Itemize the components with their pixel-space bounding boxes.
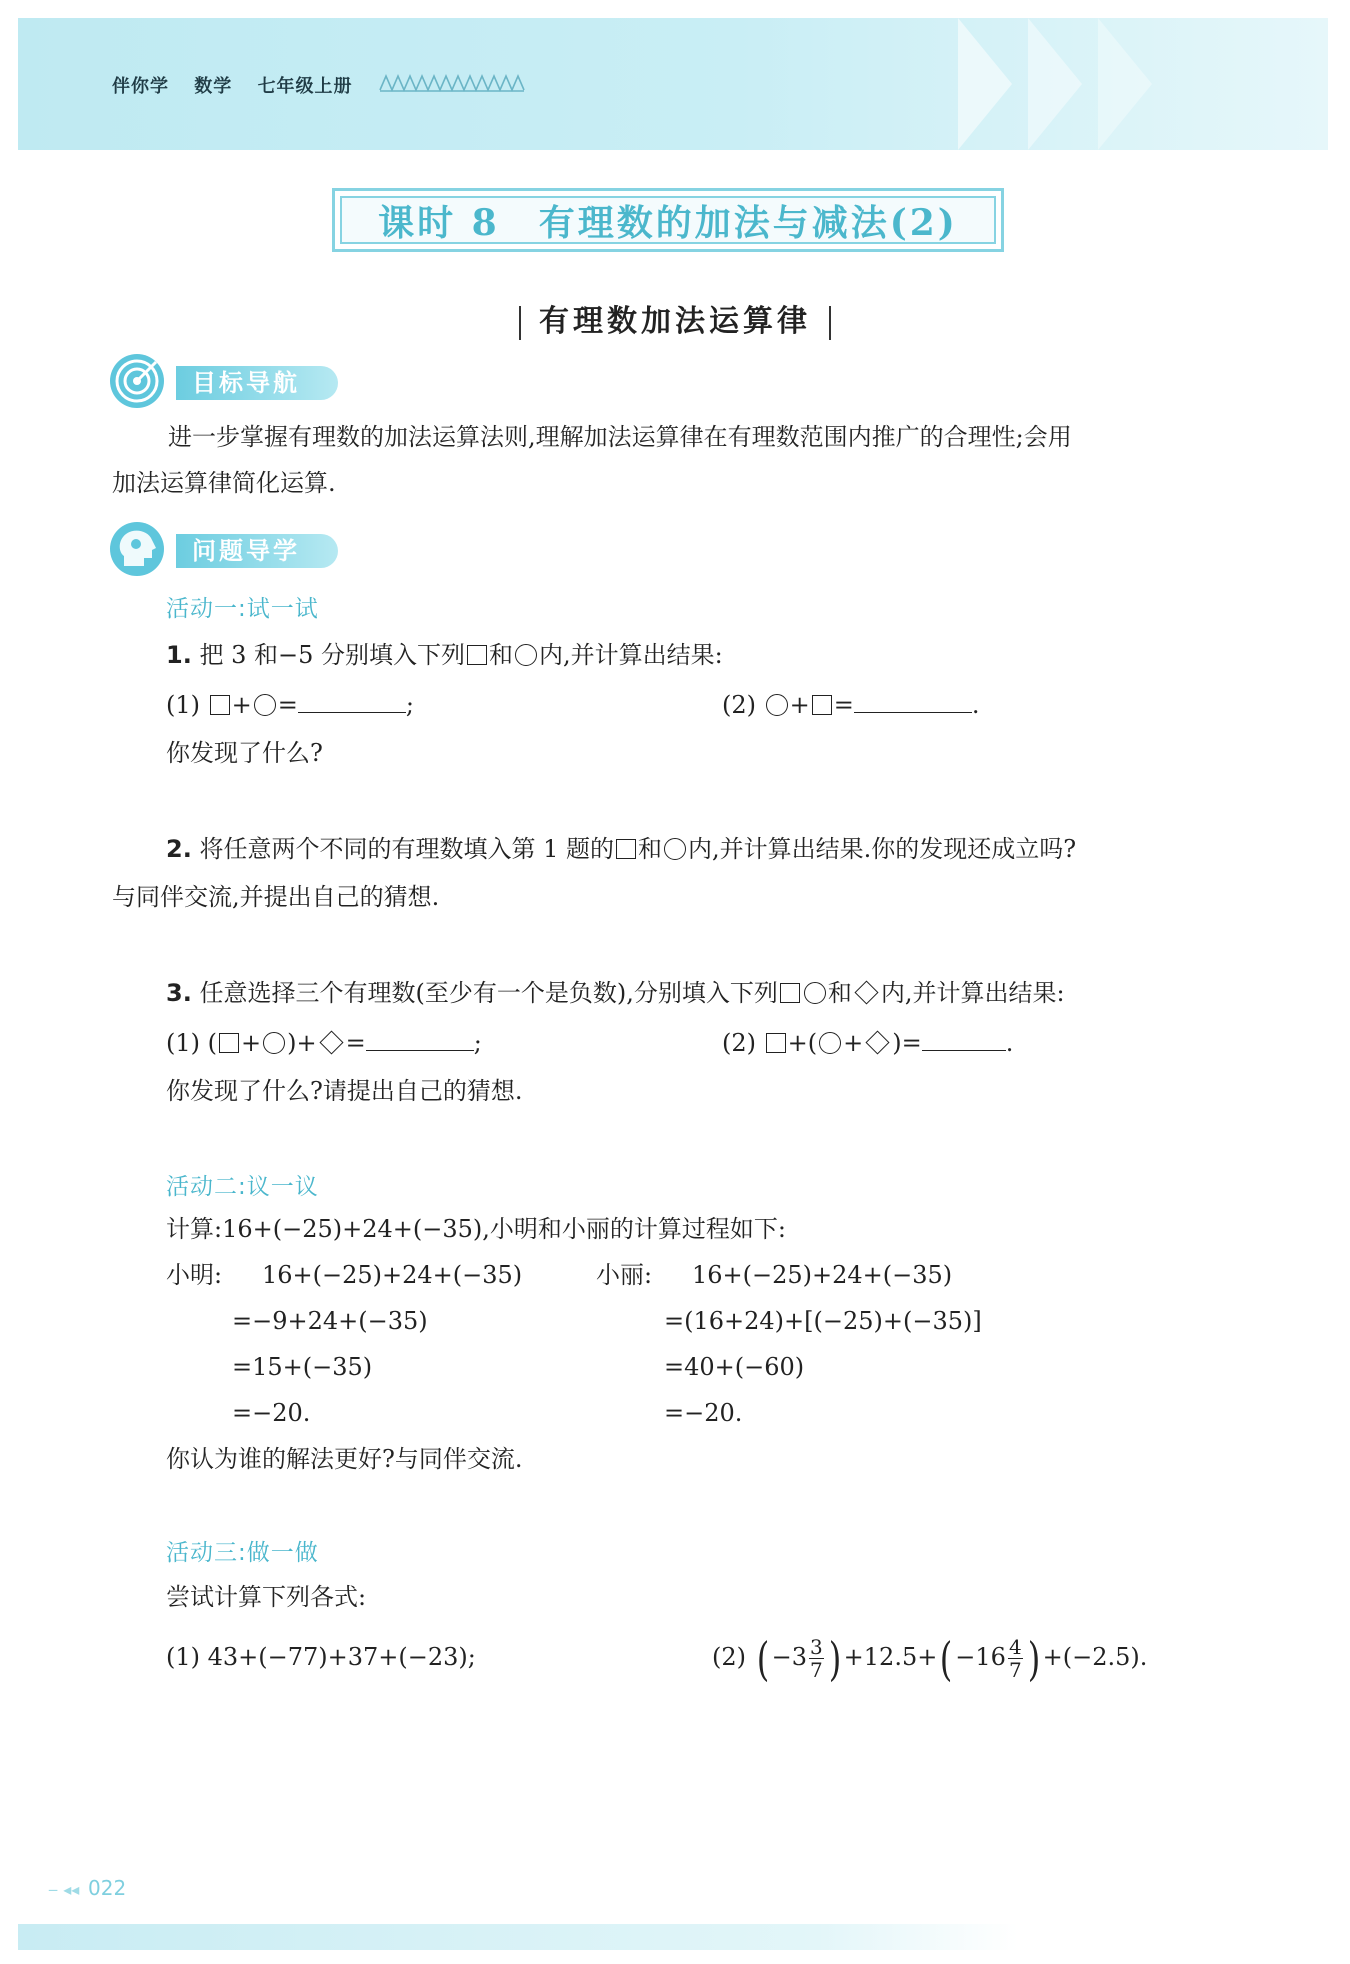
q2-text-a: 将任意两个不同的有理数填入第 1 题的	[199, 835, 614, 863]
diamond-symbol	[854, 980, 878, 1004]
footer-band	[18, 1924, 1018, 1950]
q1-text-c: 内,并计算出结果:	[539, 641, 723, 669]
xiaoming-step: =−9+24+(−35)	[232, 1307, 428, 1335]
goal-text-line1: 进一步掌握有理数的加法运算法则,理解加法运算律在有理数范围内推广的合理性;会用	[168, 423, 1072, 451]
answer-blank[interactable]	[298, 690, 406, 713]
q3-part1-label: (1)	[166, 1029, 200, 1057]
xiaoming-label: 小明:	[166, 1261, 223, 1289]
header-brand: 伴你学	[112, 76, 169, 97]
q1-part1: (1) + = ;	[166, 691, 414, 719]
page-number: 022	[88, 1876, 127, 1900]
q2-text-b: 和	[638, 835, 662, 863]
q3-text-b: 和	[827, 979, 852, 1007]
q3	[166, 970, 1065, 1016]
q3-number: 3.	[166, 979, 192, 1007]
head-gear-icon	[110, 522, 164, 576]
q3-part2-label: (2)	[722, 1029, 756, 1057]
q3-part2: (2) +( + )= .	[722, 1029, 1014, 1057]
q1	[166, 632, 723, 678]
activity3-title: 活动三:做一做	[166, 1540, 319, 1566]
activity2-question: 你认为谁的解法更好?与同伴交流.	[166, 1445, 523, 1473]
footer-arrow-icon: ‒ ◂◂	[48, 1880, 80, 1899]
expression-part: +(−2.5).	[1042, 1643, 1148, 1671]
lesson-title: 课时 8 有理数的加法与减法(2)	[378, 201, 958, 244]
square-symbol	[467, 645, 487, 665]
fraction: $\frac{4}{7}$	[1008, 1635, 1022, 1682]
circle-symbol	[664, 838, 686, 860]
xiaoming-step: =15+(−35)	[232, 1353, 373, 1381]
square-symbol	[812, 695, 832, 715]
xiaoli-step: =(16+24)+[(−25)+(−35)]	[664, 1307, 982, 1335]
q1-text-a: 把 3 和−5 分别填入下列	[199, 641, 466, 669]
mixed-number-part: −16	[955, 1643, 1006, 1671]
zigzag-ornament	[378, 72, 528, 94]
section-title: 有理数加法运算律	[539, 304, 811, 339]
circle-symbol	[819, 1032, 841, 1054]
square-symbol	[780, 983, 800, 1003]
guide-badge	[110, 530, 370, 572]
q1-text-b: 和	[489, 641, 514, 669]
goal-text-line2: 加法运算律简化运算.	[112, 469, 336, 497]
q2-number: 2.	[166, 835, 192, 863]
header-subject: 数学	[194, 76, 233, 97]
xiaoli-label: 小丽:	[596, 1261, 653, 1289]
section-title-wrap	[0, 296, 1350, 340]
q3-text-a: 任意选择三个有理数(至少有一个是负数),分别填入下列	[199, 979, 778, 1007]
diamond-symbol	[319, 1030, 343, 1054]
circle-symbol	[263, 1032, 285, 1054]
activity3-problem2: (2) ( −3 $\frac{3}{7}$ ) +12.5+( −16 $\frac{4}{7}$ ) +(−2.5).	[712, 1631, 1148, 1686]
lesson-title-box	[332, 188, 1004, 252]
circle-symbol	[804, 982, 826, 1004]
goal-badge-label: 目标导航	[176, 366, 338, 400]
q3-follow: 你发现了什么?请提出自己的猜想.	[166, 1077, 523, 1105]
xiaoli-step: 16+(−25)+24+(−35)	[692, 1261, 953, 1289]
q3-part1: (1) ( + )+ = ;	[166, 1029, 482, 1057]
xiaoming-step: 16+(−25)+24+(−35)	[262, 1261, 523, 1289]
header-grade: 七年级上册	[257, 76, 353, 97]
target-icon	[110, 354, 164, 408]
circle-symbol	[254, 694, 276, 716]
answer-blank[interactable]	[854, 690, 972, 713]
q3-text-c: 内,并计算出结果:	[880, 979, 1065, 1007]
q2-text-c: 内,并计算出结果.你的发现还成立吗?	[688, 835, 1077, 863]
activity3-problem2-label: (2)	[712, 1643, 746, 1671]
square-symbol	[766, 1033, 786, 1053]
q1-follow: 你发现了什么?	[166, 739, 323, 767]
square-symbol	[219, 1033, 239, 1053]
q1-part1-label: (1)	[166, 691, 200, 719]
square-symbol	[210, 695, 230, 715]
diamond-symbol	[866, 1030, 890, 1054]
xiaoli-step: =−20.	[664, 1399, 743, 1427]
xiaoli-step: =40+(−60)	[664, 1353, 805, 1381]
activity2-title: 活动二:议一议	[166, 1174, 319, 1200]
answer-blank[interactable]	[922, 1028, 1006, 1051]
divider	[519, 306, 521, 340]
activity3-intro: 尝试计算下列各式:	[166, 1583, 367, 1611]
activity2-intro: 计算:16+(−25)+24+(−35),小明和小丽的计算过程如下:	[166, 1215, 786, 1243]
q1-number: 1.	[166, 641, 192, 669]
guide-badge-label: 问题导学	[176, 534, 338, 568]
q1-part2: (2) + = .	[722, 691, 980, 719]
expression-part: +12.5+	[843, 1643, 938, 1671]
answer-blank[interactable]	[366, 1028, 474, 1051]
circle-symbol	[766, 694, 788, 716]
circle-symbol	[515, 644, 537, 666]
q1-part2-label: (2)	[722, 691, 756, 719]
fraction: $\frac{3}{7}$	[809, 1635, 823, 1682]
square-symbol	[616, 839, 636, 859]
divider	[829, 306, 831, 340]
mixed-number-part: −3	[771, 1643, 807, 1671]
q2	[166, 826, 1076, 872]
activity1-title: 活动一:试一试	[166, 596, 319, 622]
xiaoming-step: =−20.	[232, 1399, 311, 1427]
header-breadcrumb	[112, 72, 371, 98]
q2-line2: 与同伴交流,并提出自己的猜想.	[112, 883, 440, 911]
activity3-problem1: (1) 43+(−77)+37+(−23);	[166, 1643, 476, 1671]
goal-badge	[110, 362, 370, 404]
